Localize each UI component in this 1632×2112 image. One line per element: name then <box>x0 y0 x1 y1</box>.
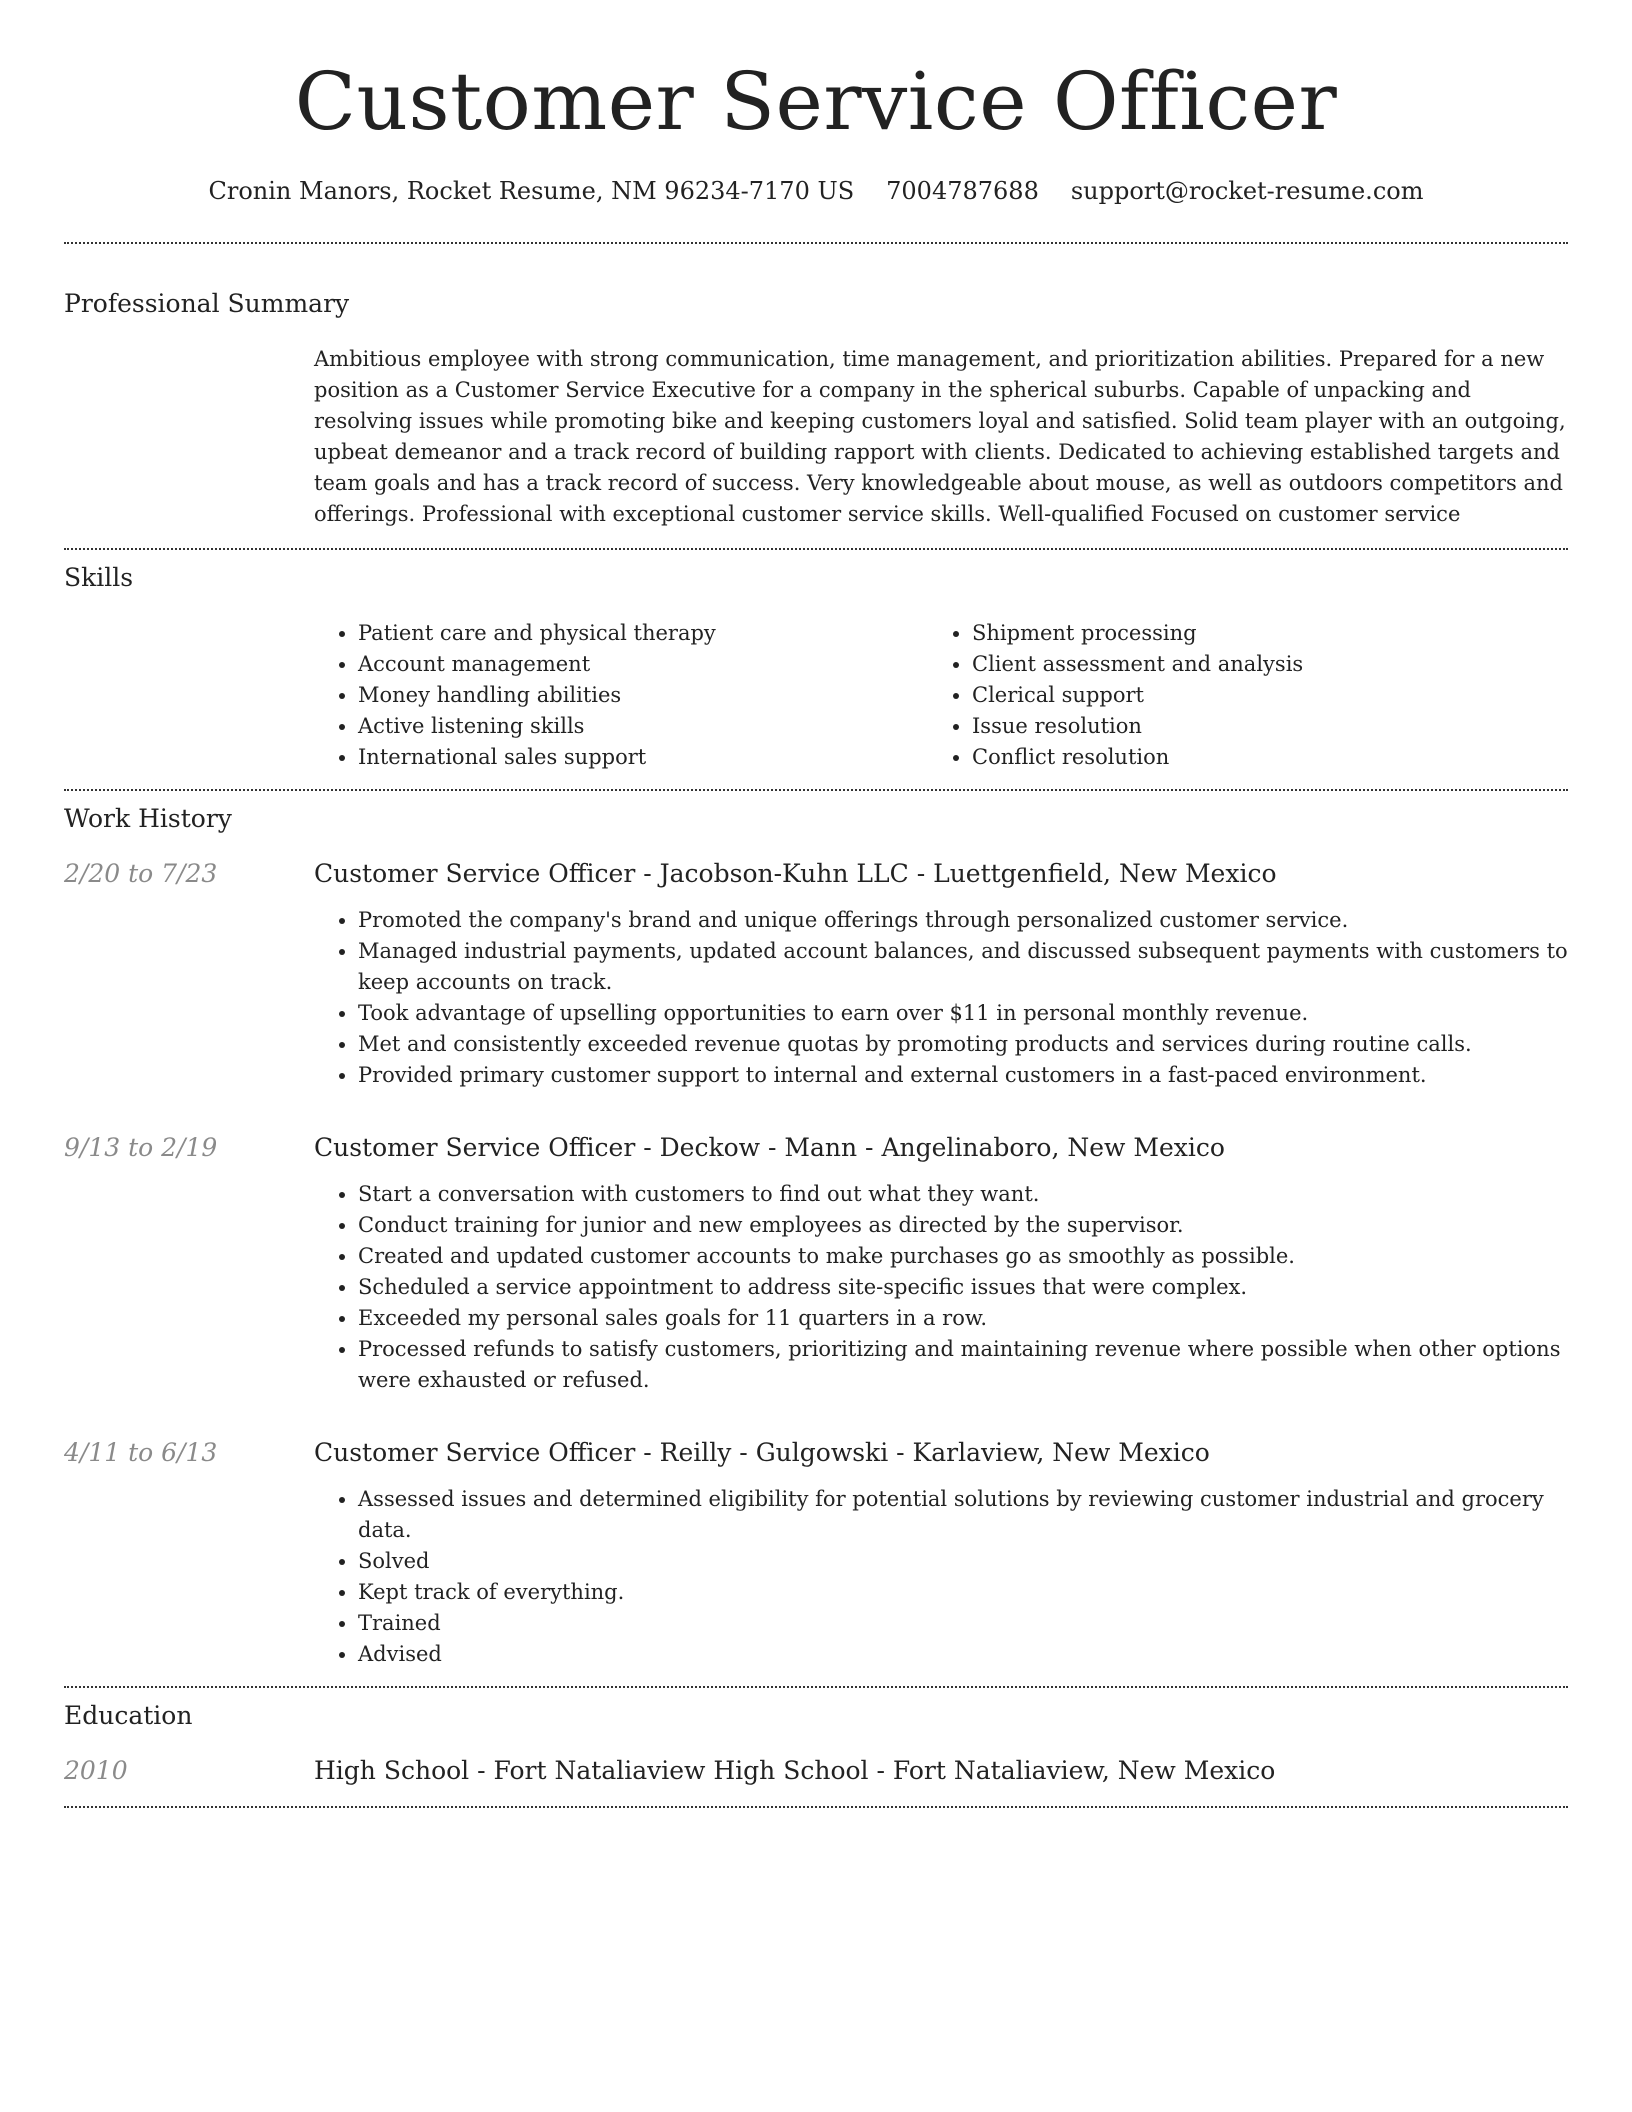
skill-item: • International sales support <box>358 742 928 773</box>
job-bullet: • Kept track of everything. <box>358 1577 1568 1608</box>
skills-grid <box>314 618 1568 773</box>
job-body <box>314 1436 1568 1686</box>
job-bullet: • Solved <box>358 1546 1568 1577</box>
job-bullet: • Assessed issues and determined eligibility for potential solutions by reviewing customer industrial and grocery data. <box>358 1484 1568 1546</box>
contact-info <box>64 174 1568 208</box>
section-divider <box>64 548 1568 550</box>
job-bullet: • Scheduled a service appointment to address site-specific issues that were complex. <box>358 1272 1568 1303</box>
job-body <box>314 857 1568 1107</box>
job-entry <box>64 1436 1568 1686</box>
section-divider <box>64 1806 1568 1808</box>
job-bullet: • Advised <box>358 1639 1568 1670</box>
job-bullet: • Provided primary customer support to internal and external customers in a fast-paced environment. <box>358 1060 1568 1091</box>
education-title: High School - Fort Nataliaview High School - Fort Nataliaview, New Mexico <box>314 1756 1276 1785</box>
job-bullets <box>314 905 1568 1091</box>
resume-header <box>64 0 1568 208</box>
skill-item: • Money handling abilities <box>358 680 928 711</box>
job-bullets <box>314 1484 1568 1670</box>
skills-column-right <box>928 618 1542 773</box>
job-title: Customer Service Officer - Deckow - Mann - Angelinaboro, New Mexico <box>314 1133 1225 1162</box>
skill-item: • Client assessment and analysis <box>972 649 1542 680</box>
job-bullet: • Took advantage of upselling opportunities to earn over $11 in personal monthly revenue. <box>358 998 1568 1029</box>
section-divider <box>64 789 1568 791</box>
skill-item: • Conflict resolution <box>972 742 1542 773</box>
education-section <box>64 1700 1568 1788</box>
skill-item: • Issue resolution <box>972 711 1542 742</box>
job-bullets <box>314 1179 1568 1396</box>
section-title-skills: Skills <box>64 563 134 592</box>
section-divider <box>64 1686 1568 1688</box>
job-bullet: • Trained <box>358 1608 1568 1639</box>
candidate-name: Customer Service Officer <box>294 55 1338 148</box>
skill-item: • Clerical support <box>972 680 1542 711</box>
job-bullet: • Met and consistently exceeded revenue quotas by promoting products and services during routine calls. <box>358 1029 1568 1060</box>
skill-item: • Shipment processing <box>972 618 1542 649</box>
job-bullet: • Processed refunds to satisfy customers, prioritizing and maintaining revenue where possible when other options were exhausted or refused. <box>358 1334 1568 1396</box>
section-title-summary: Professional Summary <box>64 289 350 318</box>
professional-summary-section <box>64 288 1568 530</box>
job-date: 2/20 to 7/23 <box>64 859 218 888</box>
contact-address: Cronin Manors, Rocket Resume, NM 96234-7170 US <box>208 177 855 205</box>
job-date: 9/13 to 2/19 <box>64 1133 218 1162</box>
job-bullet: • Created and updated customer accounts to make purchases go as smoothly as possible. <box>358 1241 1568 1272</box>
job-title: Customer Service Officer - Jacobson-Kuhn LLC - Luettgenfield, New Mexico <box>314 859 1277 888</box>
job-title: Customer Service Officer - Reilly - Gulgowski - Karlaview, New Mexico <box>314 1438 1210 1467</box>
job-bullet: • Managed industrial payments, updated account balances, and discussed subsequent payments with customers to keep accounts on track. <box>358 936 1568 998</box>
summary-text: Ambitious employee with strong communication, time management, and prioritization abilities. Prepared for a new position as a Customer Service Executive for a company in the spherical suburbs. Capable of unpacking and resolving issues while promoting bike and keeping customers loyal and satisfied. Solid team player with an outgoing, upbeat demeanor and a track record of building rapport with clients. Dedicated to achieving established targets and team goals and has a track record of success. Very knowledgeable about mouse, as well as outdoors competitors and offerings. Professional with exceptional customer service skills. Well-qualified Focused on customer service <box>314 347 1566 526</box>
education-entry <box>64 1754 1568 1788</box>
job-entry <box>64 857 1568 1107</box>
job-entry <box>64 1131 1568 1412</box>
contact-email: support@rocket-resume.com <box>1070 177 1424 205</box>
job-bullet: • Start a conversation with customers to find out what they want. <box>358 1179 1568 1210</box>
skill-item: • Patient care and physical therapy <box>358 618 928 649</box>
section-title-work: Work History <box>64 804 232 833</box>
job-bullet: • Promoted the company's brand and unique offerings through personalized customer service. <box>358 905 1568 936</box>
section-divider <box>64 242 1568 244</box>
contact-phone: 7004787688 <box>886 177 1039 205</box>
skills-section <box>64 562 1568 773</box>
skills-column-left <box>314 618 928 773</box>
skill-item: • Active listening skills <box>358 711 928 742</box>
skill-item: • Account management <box>358 649 928 680</box>
section-title-education: Education <box>64 1701 193 1730</box>
job-bullet: • Exceeded my personal sales goals for 11 quarters in a row. <box>358 1303 1568 1334</box>
job-body <box>314 1131 1568 1412</box>
work-history-section <box>64 803 1568 1686</box>
education-body <box>314 1754 1568 1788</box>
job-bullet: • Conduct training for junior and new employees as directed by the supervisor. <box>358 1210 1568 1241</box>
education-date: 2010 <box>64 1756 128 1785</box>
job-date: 4/11 to 6/13 <box>64 1438 218 1467</box>
